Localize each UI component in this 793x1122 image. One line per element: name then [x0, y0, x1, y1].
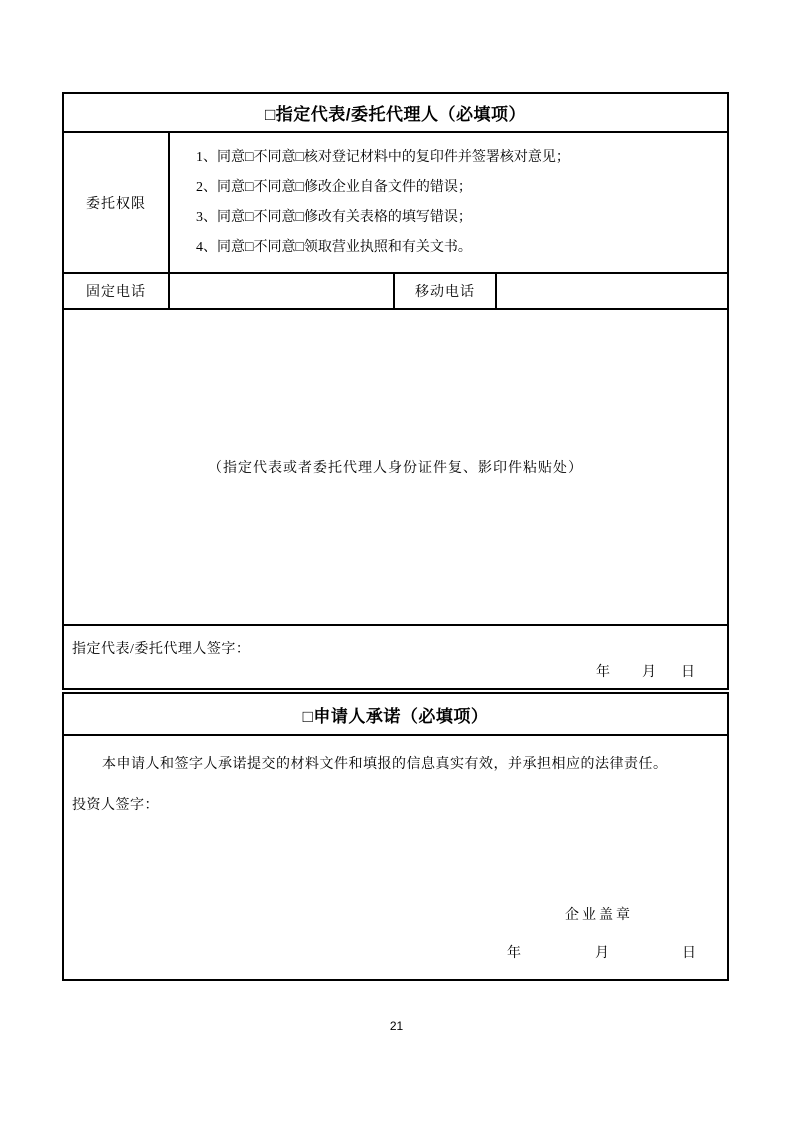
fixed-phone-label: 固定电话 [64, 274, 170, 308]
authority-items [170, 133, 727, 272]
id-paste-cell [64, 310, 727, 626]
company-seal-label: 企业盖章 [565, 908, 633, 923]
authority-label: 委托权限 [64, 133, 170, 272]
commitment-section-title: □申请人承诺（必填项） [64, 694, 727, 736]
id-paste-note: （指定代表或者委托代理人身份证件复、影印件粘贴处） [208, 461, 583, 476]
fixed-phone-value-cell [170, 274, 395, 308]
authority-item: 3、同意□不同意□修改有关表格的填写错误； [196, 209, 472, 225]
commitment-body [64, 736, 727, 979]
commitment-date-year: 年 [507, 946, 521, 961]
representative-signature-row [64, 626, 727, 688]
authority-item: 4、同意□不同意□领取营业执照和有关文书。 [196, 239, 472, 255]
representative-section-table [62, 92, 729, 690]
commitment-date-month: 月 [595, 946, 609, 961]
representative-signature-label: 指定代表/委托代理人签字： [72, 642, 251, 657]
commitment-date-day: 日 [682, 946, 696, 961]
commitment-section-table [62, 692, 729, 981]
signature-date-year: 年 [596, 665, 610, 680]
authority-item: 1、同意□不同意□核对登记材料中的复印件并签署核对意见； [196, 149, 570, 165]
mobile-phone-value-cell [497, 274, 727, 308]
authority-row [64, 133, 727, 274]
investor-signature-label: 投资人签字： [72, 798, 159, 813]
commitment-text: 本申请人和签字人承诺提交的材料文件和填报的信息真实有效，并承担相应的法律责任。 [102, 757, 668, 772]
page-number: 21 [389, 1019, 404, 1033]
phone-row [64, 274, 727, 310]
mobile-phone-label: 移动电话 [395, 274, 497, 308]
authority-item: 2、同意□不同意□修改企业自备文件的错误； [196, 179, 472, 195]
signature-date-month: 月 [642, 665, 656, 680]
signature-date-day: 日 [681, 665, 695, 680]
representative-section-title: □指定代表/委托代理人（必填项） [64, 94, 727, 133]
